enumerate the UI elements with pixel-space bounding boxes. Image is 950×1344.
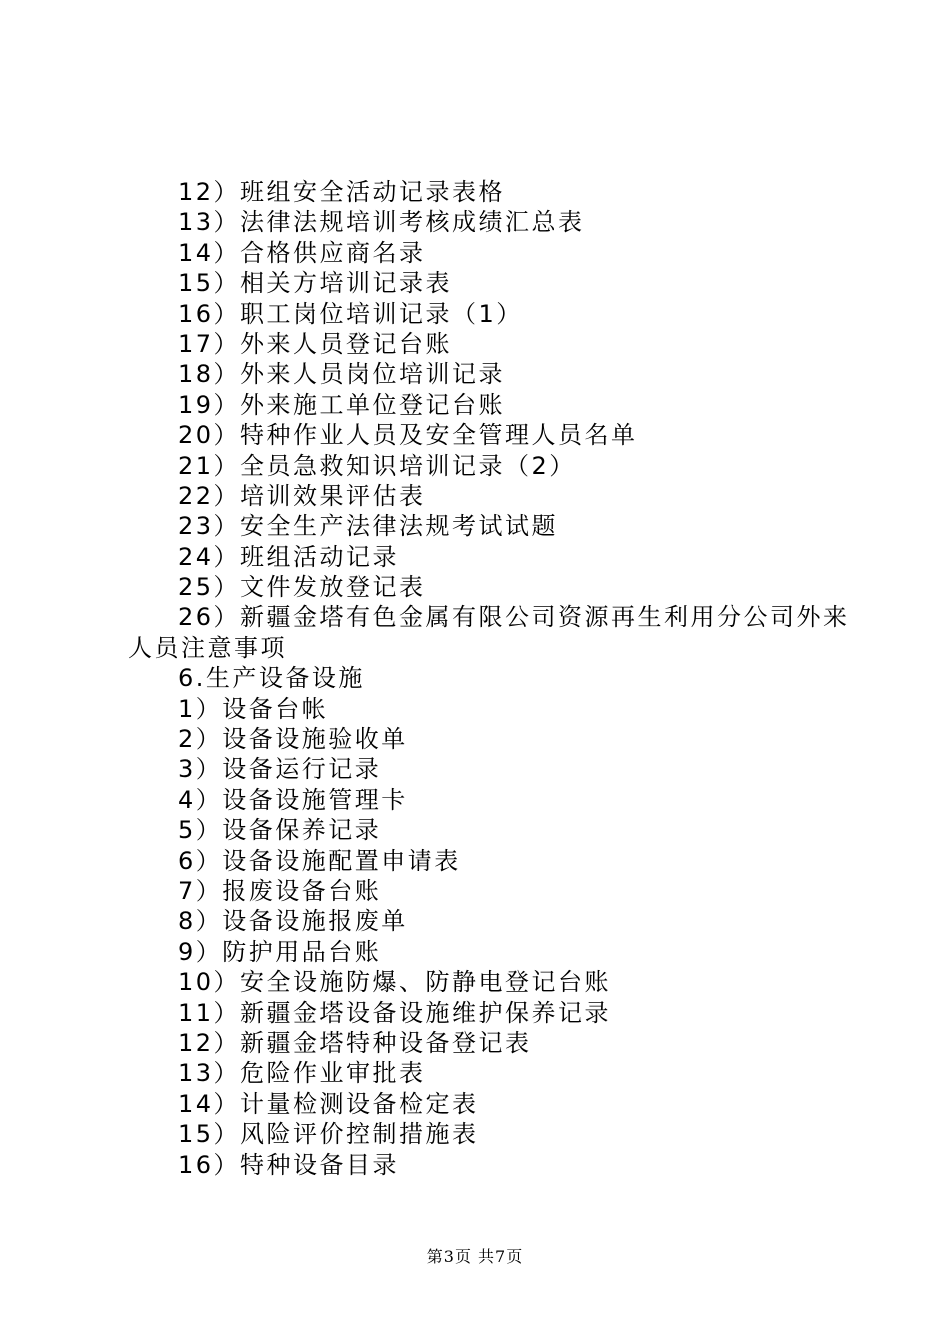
list-item: 15）风险评价控制措施表 [178,1120,479,1149]
list-item: 12）班组安全活动记录表格 [178,178,506,206]
list-item: 25）文件发放登记表 [178,573,426,602]
list-item: 22）培训效果评估表 [178,481,426,510]
list-item: 5）设备保养记录 [178,816,382,845]
list-item: 17）外来人员登记台账 [178,329,453,358]
list-item: 16）职工岗位培训记录（1） [178,299,523,328]
list-item-26-line2: 人员注意事项 [128,633,287,662]
list-item: 2）设备设施验收单 [178,725,408,754]
list-item: 14）合格供应商名录 [178,238,426,267]
list-item: 13）危险作业审批表 [178,1059,426,1088]
list-item: 1）设备台帐 [178,694,329,723]
page-number-footer: 第3页 共7页 [426,1247,524,1266]
list-item: 20）特种作业人员及安全管理人员名单 [178,421,638,450]
list-item: 16）特种设备目录 [178,1150,400,1179]
list-item: 3）设备运行记录 [178,755,382,784]
list-item-26-line1: 26）新疆金塔有色金属有限公司资源再生利用分公司外来 [178,603,850,632]
list-item: 7）报废设备台账 [178,876,382,905]
list-item: 19）外来施工单位登记台账 [178,390,506,419]
list-item: 12）新疆金塔特种设备登记表 [178,1028,532,1057]
list-item: 18）外来人员岗位培训记录 [178,360,506,389]
list-item: 10）安全设施防爆、防静电登记台账 [178,968,612,997]
list-item: 13）法律法规培训考核成绩汇总表 [178,208,585,237]
list-item: 21）全员急救知识培训记录（2） [178,451,576,480]
list-item: 14）计量检测设备检定表 [178,1089,479,1118]
list-item: 11）新疆金塔设备设施维护保养记录 [178,998,612,1027]
list-item: 24）班组活动记录 [178,542,400,571]
section-heading: 6.生产设备设施 [178,664,365,693]
document-body [0,177,950,1180]
list-item: 8）设备设施报废单 [178,907,408,936]
list-item: 23）安全生产法律法规考试试题 [178,512,559,541]
list-item: 15）相关方培训记录表 [178,269,453,298]
list-item: 9）防护用品台账 [178,937,382,966]
list-item: 4）设备设施管理卡 [178,785,408,814]
list-item: 6）设备设施配置申请表 [178,846,461,875]
